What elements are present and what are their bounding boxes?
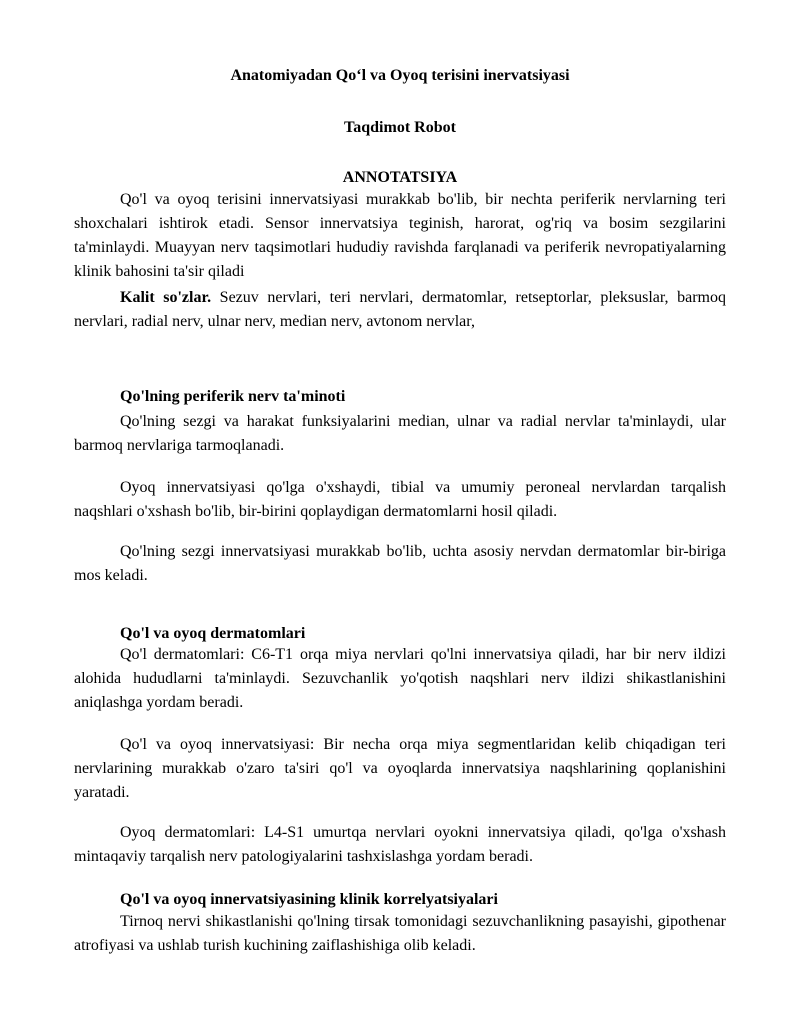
section2-paragraph-2: Qo'l va oyoq innervatsiyasi: Bir necha orqa miya segmentlaridan kelib chiqadigan teri nervlarining murakkab o'zaro ta'siri qo'l va oyoqlarda innervatsiya naqshlarining qoplanishini yaratadi. [74,736,726,801]
keywords-text: Sezuv nervlari, teri nervlari, dermatomlar, retseptorlar, pleksuslar, barmoq nervlari, radial nerv, ulnar nerv, median nerv, avtonom nervlar, [74,289,727,330]
section3-paragraph-1: Tirnoq nervi shikastlanishi qo'lning tirsak tomonidagi sezuvchanlikning pasayishi, gipothenar atrofiyasi va ushlab turish kuchining zaiflashishiga olib keladi. [74,913,726,954]
annotation-heading: ANNOTATSIYA [342,169,458,186]
document-title: Anatomiyadan Qo‘l va Oyoq terisini inervatsiyasi [230,67,570,84]
section2-heading: Qo'l va oyoq dermatomlari [120,625,306,642]
section1-paragraph-2: Oyoq innervatsiyasi qo'lga o'xshaydi, tibial va umumiy peroneal nervlardan tarqalish naqshlari o'xshash bo'lib, bir-birini qoplaydigan dermatomlarni hosil qiladi. [74,479,726,520]
section2-paragraph-1: Qo'l dermatomlari: C6-T1 orqa miya nervlari qo'lni innervatsiya qiladi, har bir nerv ildizi alohida hududlarni ta'minlaydi. Sezuvchanlik yo'qotish naqshlari nerv ildizi shikastlanishini aniqlashga yordam beradi. [74,646,726,711]
section3-heading: Qo'l va oyoq innervatsiyasining klinik korrelyatsiyalari [120,891,498,908]
document-subtitle: Taqdimot Robot [344,119,456,136]
section2-paragraph-3: Oyoq dermatomlari: L4-S1 umurtqa nervlari oyokni innervatsiya qiladi, qo'lga o'xshash mintaqaviy tarqalish nerv patologiyalarini tashxislashga yordam beradi. [74,824,726,865]
keywords-paragraph [74,286,726,334]
keywords-label: Kalit so'zlar. [120,289,212,306]
annotation-paragraph: Qo'l va oyoq terisini innervatsiyasi murakkab bo'lib, bir nechta periferik nervlarning teri shoxchalari ishtirok etadi. Sensor innervatsiya teginish, harorat, og'riq va bosim sezgilarini ta'minlaydi. Muayyan nerv taqsimotlari hududiy ravishda farqlanadi va periferik nevropatiyalarning klinik bahosini ta'sir qiladi [74,191,726,280]
section1-heading: Qo'lning periferik nerv ta'minoti [120,388,346,405]
section1-paragraph-3: Qo'lning sezgi innervatsiyasi murakkab bo'lib, uchta asosiy nervdan dermatomlar bir-biriga mos keladi. [74,543,726,584]
section1-paragraph-1: Qo'lning sezgi va harakat funksiyalarini median, ulnar va radial nervlar ta'minlaydi, ular barmoq nervlariga tarmoqlanadi. [74,413,726,454]
